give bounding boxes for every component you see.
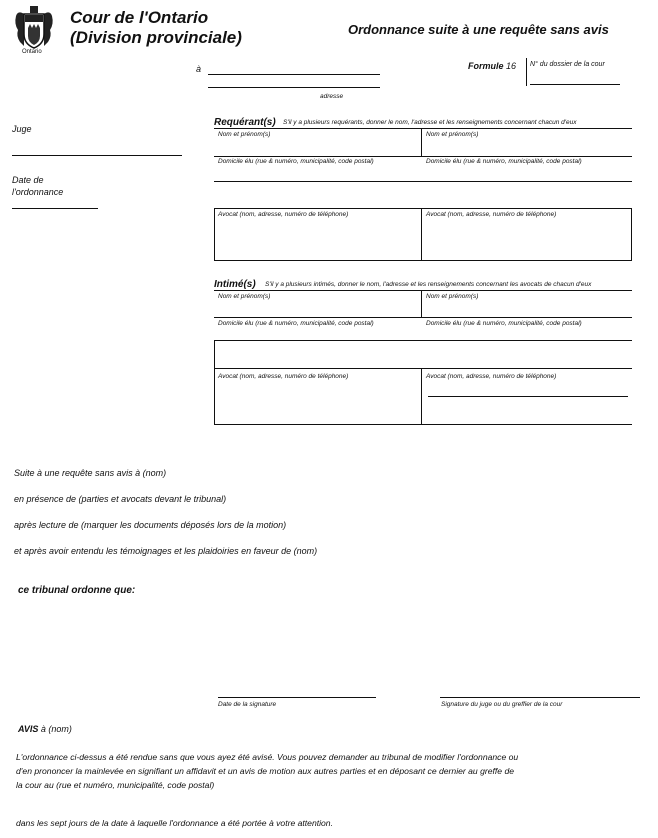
- respondent-lawyer-divider: [421, 368, 422, 424]
- court-place-line[interactable]: [208, 74, 380, 75]
- order-date-field[interactable]: [12, 208, 98, 209]
- respondent-lawyer-label-1: Avocat (nom, adresse, numéro de téléphone): [218, 373, 349, 380]
- judge-field[interactable]: [12, 155, 182, 156]
- applicant-lawyer-bottom-rule: [214, 260, 632, 261]
- notice-title-word: AVIS: [18, 724, 39, 734]
- judge-label: Juge: [12, 124, 32, 134]
- respondent-lawyer-left: [214, 340, 215, 424]
- respondents-top-rule: [214, 290, 632, 291]
- court-name-line1: Cour de l'Ontario: [70, 8, 209, 27]
- signature-date-caption: Date de la signature: [218, 701, 277, 708]
- applicant-lawyer-label-2: Avocat (nom, adresse, numéro de téléphone): [426, 211, 557, 218]
- respondent-lawyer-bottom-rule: [214, 424, 632, 425]
- applicants-top-rule: [214, 128, 632, 129]
- order-heading: ce tribunal ordonne que:: [18, 585, 136, 596]
- body-line-4: et après avoir entendu les témoignages et les plaidoiries en faveur de (nom): [14, 546, 318, 556]
- place-prefix: à: [196, 64, 202, 74]
- body-line-1: Suite à une requête sans avis à (nom): [14, 468, 167, 478]
- applicant-address-label-1: Domicile élu (rue & numéro, municipalité, code postal): [218, 158, 374, 165]
- court-name-line2: (Division provinciale): [70, 28, 242, 47]
- form-number: 16: [506, 61, 517, 71]
- form-label: [468, 61, 516, 71]
- crest-caption: Ontario: [22, 49, 42, 55]
- respondents-note: S'il y a plusieurs intimés, donner le nom, l'adresse et les renseignements concernant les avocats de chacun d'eux: [265, 281, 592, 288]
- applicant-address-label-2: Domicile élu (rue & numéro, municipalité, code postal): [426, 158, 582, 165]
- address-caption: adresse: [320, 93, 344, 100]
- respondent-lawyer-field[interactable]: [428, 396, 628, 397]
- applicant-lawyer-right: [631, 208, 632, 260]
- respondent-address-field[interactable]: [214, 340, 632, 341]
- ontario-crest-icon: [10, 4, 58, 56]
- file-no-field[interactable]: [530, 84, 620, 85]
- file-no-box-left: [526, 58, 527, 86]
- applicant-name-rule: [214, 156, 632, 157]
- applicant-lawyer-top-rule: [214, 208, 632, 209]
- notice-title-suffix: à (nom): [40, 724, 72, 734]
- notice-title: [18, 724, 72, 734]
- respondents-heading: Intimé(s): [214, 279, 256, 290]
- applicants-heading: Requérant(s): [214, 117, 276, 128]
- order-date-label-2: l'ordonnance: [12, 187, 64, 197]
- respondent-name-label-1: Nom et prénom(s): [218, 293, 271, 300]
- notice-para-line-3: la cour au (rue et numéro, municipalité, code postal): [16, 780, 215, 790]
- applicant-name-label-1: Nom et prénom(s): [218, 131, 271, 138]
- signature-field[interactable]: [440, 697, 640, 698]
- file-no-label: N° du dossier de la cour: [530, 61, 605, 68]
- body-line-2: en présence de (parties et avocats devant le tribunal): [14, 494, 227, 504]
- signature-caption: Signature du juge ou du greffier de la cour: [441, 701, 563, 708]
- respondents-divider-top: [421, 290, 422, 318]
- body-line-3: après lecture de (marquer les documents déposés lors de la motion): [14, 520, 287, 530]
- notice-para-line-2: d'en prononcer la mainlevée en signifiant un affidavit et un avis de motion aux autres parties et en déposant ce dernier au greffe de: [16, 766, 515, 776]
- notice-final-line: dans les sept jours de la date à laquelle l'ordonnance a été portée à votre attention.: [16, 818, 333, 828]
- form-label-text: Formule: [468, 61, 504, 71]
- applicant-name-label-2: Nom et prénom(s): [426, 131, 479, 138]
- applicants-divider-top: [421, 128, 422, 156]
- order-date-label-1: Date de: [12, 175, 44, 185]
- applicants-note: S'il y a plusieurs requérants, donner le nom, l'adresse et les renseignements concernant chacun d'eux: [283, 119, 577, 126]
- respondent-address-label-2: Domicile élu (rue & numéro, municipalité, code postal): [426, 320, 582, 327]
- applicant-address-field[interactable]: [214, 181, 632, 182]
- respondent-address-label-1: Domicile élu (rue & numéro, municipalité, code postal): [218, 320, 374, 327]
- applicant-lawyer-label-1: Avocat (nom, adresse, numéro de téléphone): [218, 211, 349, 218]
- signature-date-field[interactable]: [218, 697, 376, 698]
- court-address-line[interactable]: [208, 87, 380, 88]
- applicant-lawyer-divider: [421, 208, 422, 260]
- notice-para-line-1: L'ordonnance ci-dessus a été rendue sans que vous ayez été avisé. Vous pouvez demander au tribunal de modifier l'ordonnance ou: [16, 752, 519, 762]
- respondent-lawyer-top-rule: [214, 368, 632, 369]
- respondent-name-label-2: Nom et prénom(s): [426, 293, 479, 300]
- respondent-name-rule: [214, 317, 632, 318]
- applicant-lawyer-left: [214, 208, 215, 260]
- form-title: Ordonnance suite à une requête sans avis: [348, 22, 609, 37]
- respondent-lawyer-label-2: Avocat (nom, adresse, numéro de téléphone): [426, 373, 557, 380]
